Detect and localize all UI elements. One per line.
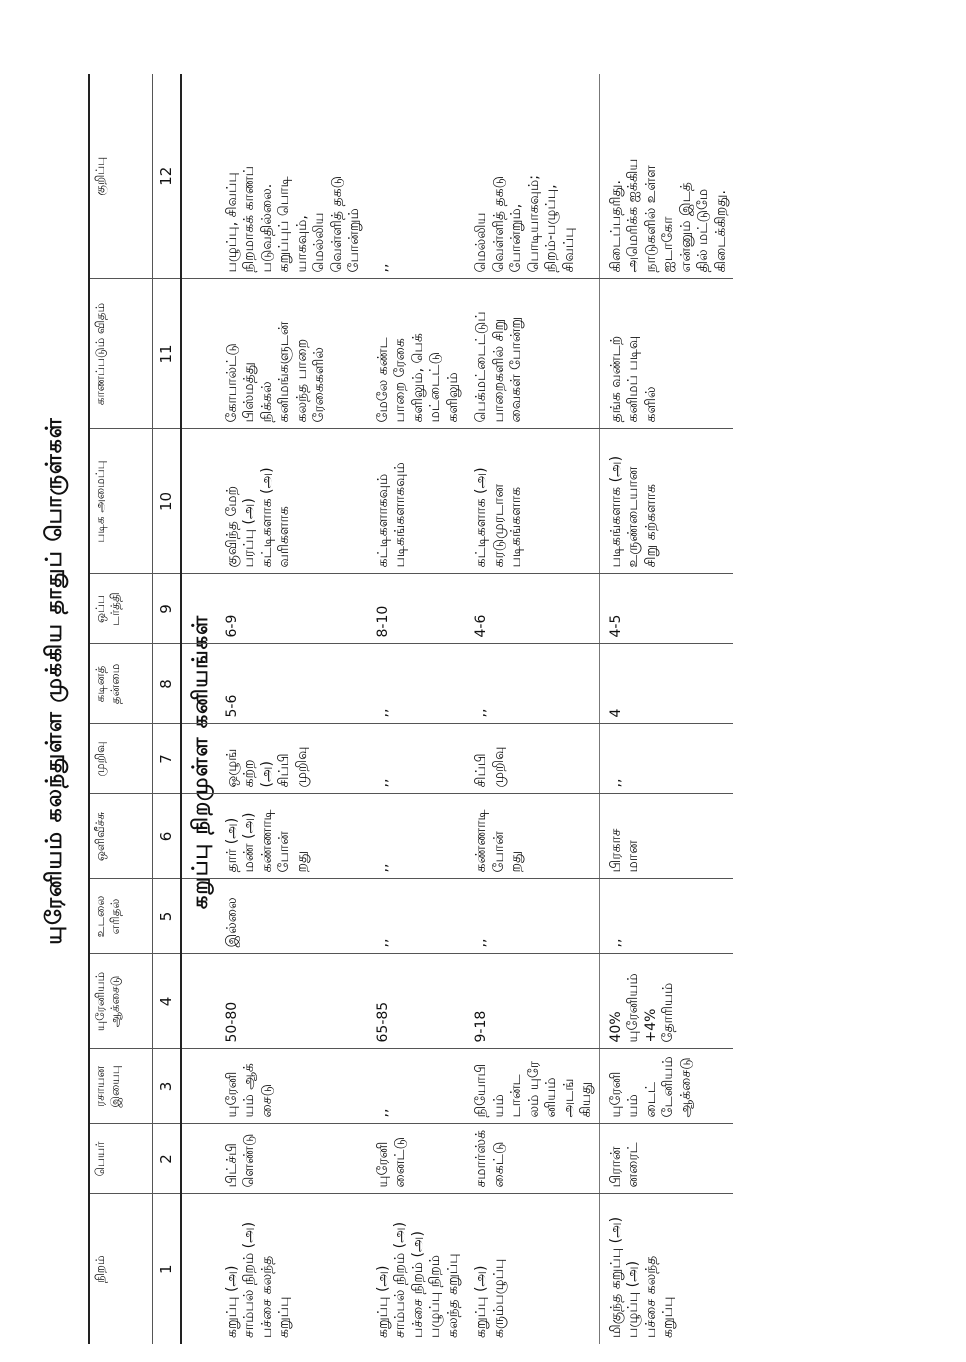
table-cell [465,1124,599,1194]
column-header-label: யுரேனியம் ஆக்சைடு [93,971,122,1032]
spacer-cell [181,279,216,429]
cell-text: தார் (அ) மண் (அ) கண்ணாடி போன் றது [223,809,310,873]
spacer-cell [181,879,216,954]
cell-text: கோபால்ட்டு பிஸ்மத்து நிக்கல் கனிமங்களுடன் கலந்த பாறை ரேகைகளில் [223,321,328,423]
column-header [89,429,153,574]
column-number: 9 [153,574,181,644]
spacer-cell [181,724,216,794]
spacer-cell [181,74,216,279]
table-cell [367,794,466,879]
column-header [89,724,153,794]
table-cell [599,1194,733,1344]
table-cell [367,574,466,644]
column-header [89,1124,153,1194]
column-number: 4 [153,954,181,1049]
spacer-cell [181,429,216,574]
cell-text: கறுப்பு (அ) சாம்பல் நிறம் (அ) பச்சை கலந்த கறுப்பு [223,1221,293,1338]
cell-text: 4-6 [473,614,490,638]
column-header-label: முறிவு [93,741,107,777]
table-cell [216,574,367,644]
cell-text: கண்ணாடி போன் றது [473,809,525,873]
table-cell [367,74,466,279]
table-cell [465,574,599,644]
table-cell [367,644,466,724]
column-number: 7 [153,724,181,794]
column-header-label: உடலை எரிதல் [93,895,122,938]
column-header [89,74,153,279]
cell-text: பிரகாச மான [607,828,642,873]
cell-text: யுரேனி யம் ஆக் சைடு [223,1063,275,1118]
table-cell [465,794,599,879]
table-cell [216,1124,367,1194]
cell-text: யுரேனி னைட்டு [374,1137,409,1188]
table-cell [599,74,733,279]
column-number: 11 [153,279,181,429]
column-number: 12 [153,74,181,279]
cell-text: ,, [374,863,391,873]
table-cell [599,279,733,429]
table-cell [599,1049,733,1124]
column-header [89,644,153,724]
table-cell [599,574,733,644]
cell-text: படிகங்களாக (அ) உருண்டையான சிறு கற்களாக [607,455,659,568]
column-header [89,954,153,1049]
spacer-cell [181,1194,216,1344]
minerals-table [88,74,733,1344]
table-row [465,74,599,1344]
column-header [89,279,153,429]
table-cell [465,724,599,794]
table-cell [216,724,367,794]
cell-text: ,, [374,938,391,948]
cell-text: கறுப்பு (அ) சாம்பல் நிறம் (அ) பச்சை நிறம் (அ) பழுப்பு நிறம் கலந்த கறுப்பு [374,1221,461,1338]
table-cell [367,879,466,954]
header-number-row [153,74,181,1344]
cell-text: கிடைப்பதரிது. அமெரிக்க ஐக்கிய நாடுகளில் உள்ள ஐடாகோ என்னும் இடத் தில் மட்டுமே கிடைக்கிறது. [607,158,729,273]
table-cell [465,1049,599,1124]
column-header-label: கடினத் தன்மை [93,663,122,705]
section-subtitle: கறுப்பு நிறமுள்ள கனியங்கள் [188,614,212,910]
table-cell [465,954,599,1049]
cell-text: யுரேனி யம் டைட் டேனியம் ஆக்சைடு [607,1056,694,1118]
table-cell [599,954,733,1049]
column-number: 5 [153,879,181,954]
table-cell [216,879,367,954]
table-cell [216,1049,367,1124]
cell-text: பிட்ச்பி ளெண்டு [223,1133,258,1188]
column-header [89,794,153,879]
column-number: 6 [153,794,181,879]
column-header-label: குறிப்பு [93,156,107,196]
table-row [599,74,733,1344]
subtitle-spacer-row [181,74,216,1344]
table-cell [465,429,599,574]
column-header-label: படிக அமைப்பு [93,460,107,543]
cell-text: பிரான் னரைட் [607,1142,642,1188]
table-body [181,74,734,1344]
column-number: 3 [153,1049,181,1124]
cell-text: சமார்ஸ்க் கைட்டு [473,1129,507,1188]
table-cell [599,879,733,954]
cell-text: ,, [374,263,391,273]
table-cell [599,794,733,879]
cell-text: 5-6 [223,694,240,718]
column-header-label: ஒளிவீச்சு [93,811,107,862]
page-title: யுரேனியம் கலந்துள்ள முக்கிய தாதுப் பொருள்கள் [42,417,67,945]
table-cell [216,429,367,574]
cell-text: ,, [374,1108,391,1118]
cell-text: கறுப்பு (அ) கரும்பழுப்பு [473,1258,507,1338]
column-number: 8 [153,644,181,724]
column-number: 2 [153,1124,181,1194]
spacer-cell [181,794,216,879]
table-cell [465,879,599,954]
cell-text: பெக்மட்டைட்டுப் பாறைகளில் சிறு வைகள் போன்று [473,311,525,423]
cell-text: ,, [473,708,490,718]
table-cell [367,1049,466,1124]
table-cell [465,74,599,279]
table-row [367,74,466,1344]
column-header [89,1049,153,1124]
cell-text: 40% யுரேனியம் +4% தோரியம் [607,973,677,1043]
cell-text: கட்டிகளாகவும் படிகங்களாகவும் [374,462,409,568]
cell-text: 4-5 [607,614,624,638]
column-header [89,1194,153,1344]
spacer-cell [181,954,216,1049]
cell-text: பழுப்பு, சிவப்பு நிறமாகக் காணப் படுவதில்லை. கறுப்புப் பொடி யாகவும், மெல்லிய வெள்ளித் தகடு போன்றும் [223,165,363,273]
cell-text: ஒழுங் கற்ற (அ) சிப்பி முறிவு [223,746,310,788]
column-header [89,879,153,954]
cell-text: சிப்பி முறிவு [473,746,507,788]
cell-text: 6-9 [223,614,240,638]
cell-text: தங்க வண்டற் கனிமப் படிவு களில் [607,335,659,423]
spacer-cell [181,644,216,724]
table-cell [216,74,367,279]
table-cell [367,279,466,429]
table-cell [216,279,367,429]
spacer-cell [181,574,216,644]
table-cell [367,724,466,794]
cell-text: இல்லை [223,897,240,948]
column-header-label: காணப்படும் விதம் [93,302,107,406]
cell-text: 65-85 [374,1001,391,1043]
table-cell [216,1194,367,1344]
column-number: 10 [153,429,181,574]
cell-text: கட்டிகளாக (அ) கரடுமுரடான படிகங்களாக [473,467,525,568]
cell-text: 4 [607,708,624,718]
table-row [216,74,367,1344]
cell-text: ,, [607,778,624,788]
cell-text: ,, [374,708,391,718]
cell-text: மிகுந்த கறுப்பு (அ) பழுப்பு (அ) பச்சை கலந்த கறுப்பு [607,1216,677,1338]
table-cell [599,1124,733,1194]
cell-text: நியோபி யம் டான்ட லம் யுரே னியம் அடங் கியது [473,1060,595,1118]
cell-text: குவிந்த மேற் பரப்பு (அ) கட்டிகளாக (அ) வரிகளாக [223,467,293,568]
spacer-cell [181,1124,216,1194]
table-cell [367,1194,466,1344]
table-cell [599,644,733,724]
column-header-label: நிறம் [93,1255,107,1284]
column-header [89,574,153,644]
cell-text: 9-18 [473,1010,490,1043]
table-cell [599,724,733,794]
table-cell [216,794,367,879]
table-cell [599,429,733,574]
table-cell [465,1194,599,1344]
table-cell [216,954,367,1049]
cell-text: ,, [607,938,624,948]
header-label-row [89,74,153,1344]
spacer-cell [181,1049,216,1124]
cell-text: 50-80 [223,1001,240,1043]
table-cell [465,644,599,724]
column-header-label: பெயர் [93,1141,107,1177]
column-header-label: ஒப்ப டர்த்தி [93,592,122,626]
table-cell [465,279,599,429]
table-cell [367,954,466,1049]
column-number: 1 [153,1194,181,1344]
table-cell [367,1124,466,1194]
cell-text: மெல்லிய வெள்ளித் தகடு போன்றும், பொடியாகவும்; நிறம்-பழுப்பு, சிவப்பு [473,175,577,273]
table-cell [367,429,466,574]
column-header-label: ரசாயன இயைபு [93,1065,122,1108]
cell-text: ,, [374,778,391,788]
cell-text: மேலே கண்ட பாறை ரேகை களிலும், பெக் மட்டைட்டு களிலும் [374,333,461,423]
cell-text: ,, [473,938,490,948]
cell-text: 8-10 [374,605,391,638]
table-cell [216,644,367,724]
